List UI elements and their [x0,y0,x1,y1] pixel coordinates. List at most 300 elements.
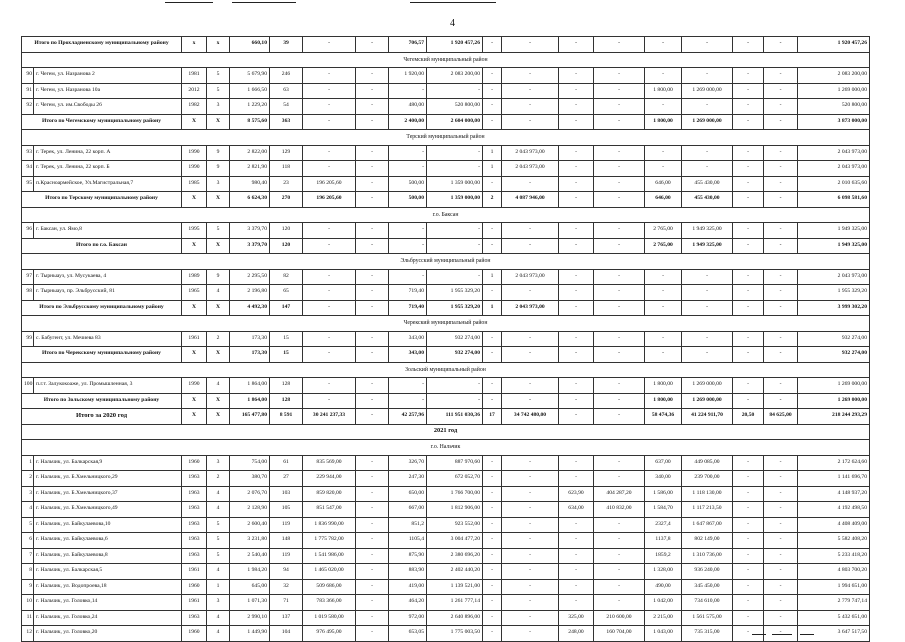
cell: 1 955 329,20 [427,300,483,316]
cell: 93 [22,145,34,161]
cell: - [733,192,764,208]
cell: 1963 [182,486,207,502]
cell: - [356,471,389,487]
cell: 4 087 946,00 [502,192,559,208]
cell: - [733,347,764,363]
cell: 646,00 [645,192,682,208]
cell: 410 832,00 [594,502,645,518]
cell: - [389,393,427,409]
cell: 3 647 517,50 [798,626,870,642]
cell: 11 [22,610,34,626]
cell: 455 430,00 [682,192,733,208]
cell: 2021 год [22,424,870,440]
cell: - [733,223,764,239]
cell: - [483,83,502,99]
cell: - [356,486,389,502]
cell: - [502,37,559,53]
cell: Х [182,393,207,409]
cell: - [502,99,559,115]
cell: - [483,114,502,130]
bottom-rule-2 [772,634,792,635]
cell: 1 310 736,00 [682,548,733,564]
cell: 1 269 000,00 [682,114,733,130]
district-header-row [22,254,870,270]
cell: 2327,4 [645,517,682,533]
cell: - [303,393,356,409]
cell: - [427,223,483,239]
cell: 4 [207,610,230,626]
cell: - [733,68,764,84]
table-row [22,83,870,99]
cell: - [559,285,594,301]
cell: - [594,269,645,285]
table-row [22,223,870,239]
cell: 63 [270,83,303,99]
cell: - [483,502,502,518]
table-row [22,378,870,394]
cell: - [682,99,733,115]
district-header-row [22,207,870,223]
cell: - [559,378,594,394]
cell: - [483,393,502,409]
cell: - [483,533,502,549]
cell: - [559,68,594,84]
cell: 4 [207,486,230,502]
cell: 147 [270,300,303,316]
cell: - [389,378,427,394]
cell: Х [182,192,207,208]
cell: 12 [22,626,34,642]
cell: - [483,548,502,564]
cell: 128 [270,393,303,409]
cell: - [303,300,356,316]
cell: 3 [207,455,230,471]
cell: Черекский муниципальный район [22,316,870,332]
cell: - [559,409,594,425]
cell: 148 [270,533,303,549]
cell: 363 [270,114,303,130]
cell: - [594,145,645,161]
top-rule-right [410,2,496,3]
cell: 500,00 [389,176,427,192]
cell: - [356,378,389,394]
cell: 480,00 [389,99,427,115]
cell: 2 076,70 [230,486,270,502]
cell: - [483,238,502,254]
cell: - [559,145,594,161]
cell: 455 430,00 [682,176,733,192]
cell: 1859,2 [645,548,682,564]
cell: 3 [207,595,230,611]
cell: - [389,223,427,239]
table-row [22,269,870,285]
cell: 9 [207,161,230,177]
cell: 1961 [182,564,207,580]
cell: г. Нальчик, ул. Б.Хмельницкого,29 [34,471,182,487]
district-total-row [22,238,870,254]
cell: 2 380 696,20 [427,548,483,564]
cell: - [356,610,389,626]
cell: 54 [270,99,303,115]
cell: - [502,223,559,239]
cell: 1 920 457,26 [427,37,483,53]
cell: - [764,145,798,161]
cell: 660,10 [230,37,270,53]
cell: - [356,517,389,533]
cell: 325,00 [559,610,594,626]
cell: - [303,99,356,115]
cell: 100 [22,378,34,394]
cell: 343,00 [389,331,427,347]
cell: 58 474,36 [645,409,682,425]
cell: - [594,331,645,347]
cell: - [502,176,559,192]
cell: 1 [483,145,502,161]
cell: Эльбрусский муниципальный район [22,254,870,270]
cell: 2 295,50 [230,269,270,285]
cell: 160 704,00 [594,626,645,642]
cell: - [764,533,798,549]
cell: 1960 [182,626,207,642]
cell: Терский муниципальный район [22,130,870,146]
cell: 1 [483,269,502,285]
cell: 1 775 003,50 [427,626,483,642]
cell: - [559,238,594,254]
cell: 1 949 325,00 [682,238,733,254]
cell: 380,70 [230,471,270,487]
cell: 1 766 700,00 [427,486,483,502]
cell: 1 864,00 [230,378,270,394]
cell: - [483,285,502,301]
cell: - [502,502,559,518]
cell: - [356,300,389,316]
cell: - [559,223,594,239]
cell: 119 [270,548,303,564]
cell: 1 949 325,00 [682,223,733,239]
cell: 9 [207,269,230,285]
cell: - [303,285,356,301]
cell: 1 586,00 [645,486,682,502]
cell: - [356,83,389,99]
cell: 1 449,90 [230,626,270,642]
cell: - [559,393,594,409]
cell: 2 [483,192,502,208]
cell: 9 [22,579,34,595]
cell: 104 [270,626,303,642]
cell: - [483,99,502,115]
cell: - [682,269,733,285]
cell: 509 686,00 [303,579,356,595]
cell: - [594,564,645,580]
cell: г.о. Баксан [22,207,870,223]
cell: 1 042,00 [645,595,682,611]
cell: - [764,610,798,626]
cell: - [764,517,798,533]
cell: 32 [270,579,303,595]
cell: - [594,192,645,208]
cell: 6 624,30 [230,192,270,208]
cell: 2 043 973,00 [798,145,870,161]
cell: 8 [22,564,34,580]
cell: х [207,37,230,53]
table-row [22,471,870,487]
cell: 835 569,00 [303,455,356,471]
cell: 246 [270,68,303,84]
cell: г. Нальчик, ул. Балкарская,5 [34,564,182,580]
cell: - [502,68,559,84]
cell: 851 547,00 [303,502,356,518]
cell: 20,50 [733,409,764,425]
cell: 5 [207,68,230,84]
cell: - [427,238,483,254]
cell: 980,40 [230,176,270,192]
cell: - [764,471,798,487]
cell: 923 552,00 [427,517,483,533]
cell: - [502,114,559,130]
cell: 1 955 329,20 [427,285,483,301]
cell: 887 970,60 [427,455,483,471]
cell: - [733,269,764,285]
cell: - [733,161,764,177]
cell: 345 450,00 [682,579,733,595]
cell: - [682,145,733,161]
cell: 1985 [182,176,207,192]
cell: - [733,533,764,549]
cell: 4 148 937,20 [798,486,870,502]
cell: 1963 [182,533,207,549]
cell: - [356,595,389,611]
cell: - [356,409,389,425]
cell: - [682,285,733,301]
cell: - [682,68,733,84]
cell: 932 274,00 [427,331,483,347]
cell: 8 575,60 [230,114,270,130]
cell: 1 359 000,00 [427,176,483,192]
cell: - [594,595,645,611]
cell: 490,00 [645,579,682,595]
cell: 137 [270,610,303,626]
cell: г. Нальчик, ул. Байкулаевова,10 [34,517,182,533]
cell: - [559,533,594,549]
cell: 3 [207,176,230,192]
cell: 1990 [182,145,207,161]
cell: - [303,238,356,254]
cell: 1 920 457,26 [798,37,870,53]
district-total-row [22,393,870,409]
cell: - [645,68,682,84]
cell: - [303,145,356,161]
cell: г.о. Нальчик [22,440,870,456]
bottom-rule-1 [752,634,766,635]
cell: 1 561 575,00 [682,610,733,626]
cell: - [733,548,764,564]
cell: 4 803 700,20 [798,564,870,580]
cell: 634,00 [559,502,594,518]
cell: - [764,626,798,642]
cell: 1 800,00 [645,393,682,409]
cell: г. Нальчик, ул. Байкулаевова,8 [34,548,182,564]
cell: п.Красноармейское, Ул.Магистральная,7 [34,176,182,192]
cell: - [356,238,389,254]
cell: 2012 [182,83,207,99]
cell: - [733,471,764,487]
cell: 2 043 973,00 [502,300,559,316]
cell: - [733,626,764,642]
cell: - [733,285,764,301]
cell: 82 [270,269,303,285]
cell: - [356,192,389,208]
cell: 239 700,00 [682,471,733,487]
cell: - [356,564,389,580]
cell: - [559,269,594,285]
cell: 2 043 973,00 [502,145,559,161]
cell: - [764,331,798,347]
cell: - [594,378,645,394]
cell: - [559,331,594,347]
cell: 783 366,00 [303,595,356,611]
cell: Итого по г.о. Баксан [22,238,182,254]
cell: 2 765,00 [645,223,682,239]
cell: 2 540,40 [230,548,270,564]
cell: 851,2 [389,517,427,533]
cell: - [733,610,764,626]
cell: - [389,238,427,254]
cell: 1963 [182,502,207,518]
cell: 1961 [182,331,207,347]
cell: 247,30 [389,471,427,487]
cell: Х [207,114,230,130]
cell: 1 269 000,00 [682,393,733,409]
table-row [22,517,870,533]
cell: 1 043,00 [645,626,682,642]
table-row [22,68,870,84]
cell: 5 [207,548,230,564]
top-rule-left [165,2,213,3]
cell: Х [182,300,207,316]
cell: 1981 [182,68,207,84]
cell: г. Нальчик, ул. Водопроева,18 [34,579,182,595]
cell: - [645,161,682,177]
cell: - [303,269,356,285]
cell: 41 224 911,70 [682,409,733,425]
cell: 1989 [182,269,207,285]
cell: - [559,548,594,564]
cell: 9 [207,145,230,161]
cell: - [356,331,389,347]
cell: - [483,223,502,239]
cell: 1 328,00 [645,564,682,580]
cell: - [303,37,356,53]
cell: - [764,378,798,394]
cell: 4 [207,285,230,301]
cell: 2 604 000,00 [427,114,483,130]
cell: - [682,347,733,363]
cell: - [427,145,483,161]
cell: 706,57 [389,37,427,53]
cell: 520 800,00 [427,99,483,115]
cell: 1 864,00 [230,393,270,409]
cell: - [559,192,594,208]
cell: 173,30 [230,347,270,363]
cell: - [483,564,502,580]
cell: 883,90 [389,564,427,580]
cell: 2 172 624,60 [798,455,870,471]
cell: - [356,533,389,549]
cell: 173,30 [230,331,270,347]
cell: 936 240,00 [682,564,733,580]
cell: 719,40 [389,285,427,301]
cell: - [502,378,559,394]
cell: - [483,176,502,192]
cell: 97 [22,269,34,285]
cell: - [303,347,356,363]
cell: 2 083 200,00 [798,68,870,84]
cell: - [356,68,389,84]
cell: - [559,595,594,611]
cell: 1963 [182,517,207,533]
district-header-row [22,130,870,146]
cell: - [764,114,798,130]
cell: 120 [270,223,303,239]
cell: - [389,269,427,285]
district-header-row [22,440,870,456]
cell: 2 821,90 [230,161,270,177]
cell: - [594,455,645,471]
cell: 94 [22,161,34,177]
cell: 105 [270,502,303,518]
cell: - [356,99,389,115]
cell: 1 800,00 [645,378,682,394]
cell: - [764,564,798,580]
cell: - [645,300,682,316]
cell: - [764,161,798,177]
cell: - [733,455,764,471]
cell: 976 495,00 [303,626,356,642]
cell: - [483,517,502,533]
table-row [22,161,870,177]
cell: 65 [270,285,303,301]
cell: 111 951 030,36 [427,409,483,425]
cell: - [559,347,594,363]
cell: 270 [270,192,303,208]
cell: - [594,347,645,363]
table-body [22,37,870,642]
cell: - [502,517,559,533]
cell: 15 [270,331,303,347]
cell: 1963 [182,548,207,564]
cell: - [483,378,502,394]
cell: 326,70 [389,455,427,471]
cell: 1 836 990,00 [303,517,356,533]
cell: г. Нальчик, ул. Головко,14 [34,595,182,611]
cell: - [559,176,594,192]
cell: - [645,269,682,285]
cell: 645,00 [230,579,270,595]
cell: 4 192 498,50 [798,502,870,518]
cell: г. Баксан, ул. Ямо,8 [34,223,182,239]
cell: - [764,595,798,611]
cell: - [764,300,798,316]
cell: 719,40 [389,300,427,316]
cell: - [502,595,559,611]
cell: - [559,517,594,533]
cell: - [733,145,764,161]
cell: Х [207,300,230,316]
cell: Итого по Зольскому муниципальному району [22,393,182,409]
document-sheet [21,36,869,642]
cell: г. Чегем, ул. им.Свободы 26 [34,99,182,115]
cell: 1 800,00 [645,83,682,99]
